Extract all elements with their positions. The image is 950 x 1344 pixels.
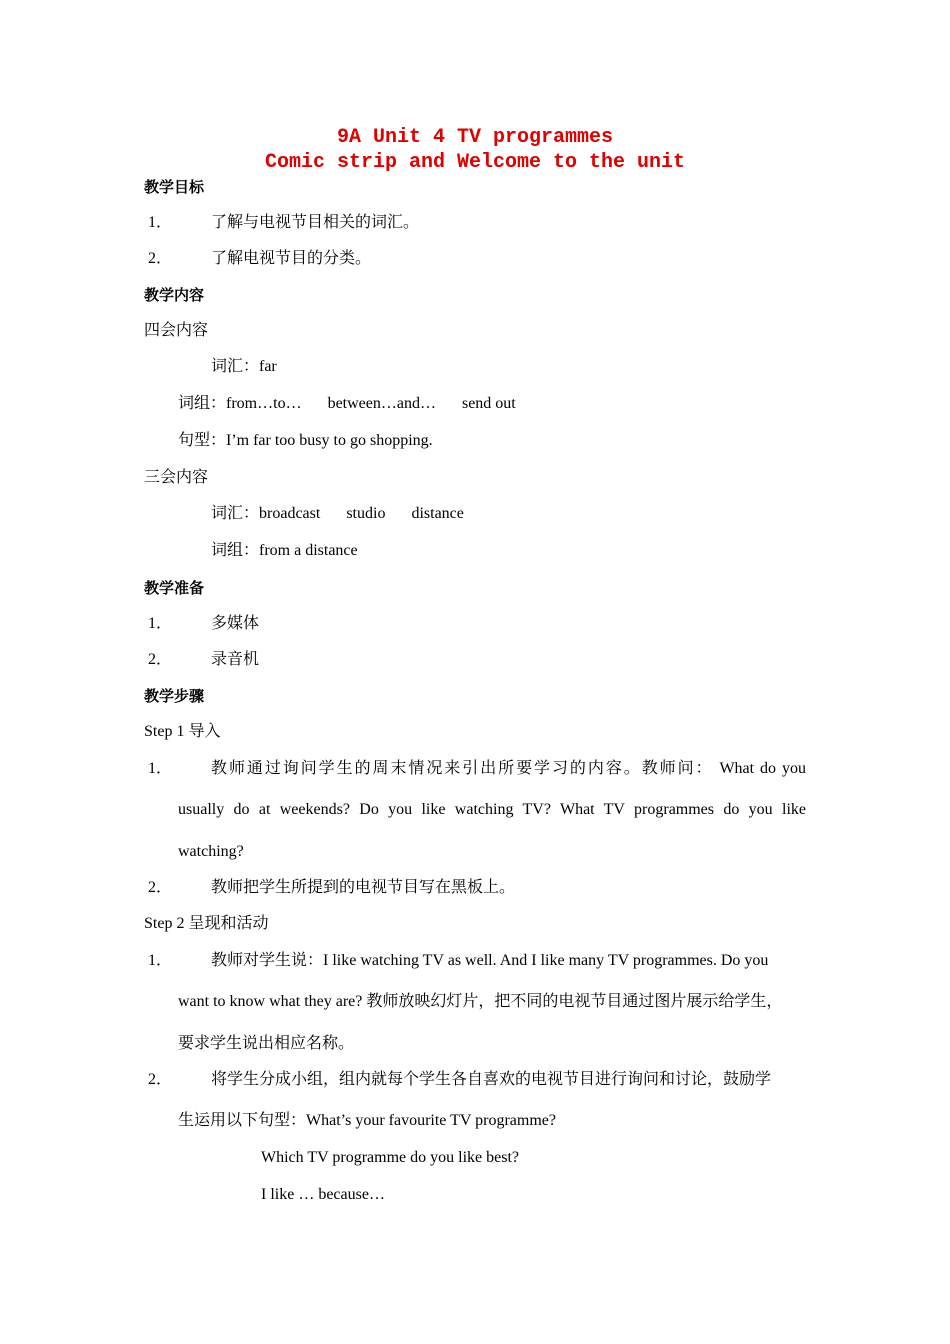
step-2-item-2-line-3: Which TV programme do you like best?: [261, 1149, 520, 1166]
step-1-item-1-line-1: 教师通过询问学生的周末情况来引出所要学习的内容。教师问： What do you: [211, 760, 806, 777]
preparation-2-text: 录音机: [211, 651, 260, 668]
step-2-item-1-number: 1．: [148, 952, 173, 969]
step-2-item-2-number: 2．: [148, 1071, 173, 1088]
steps-heading: 教学步骤: [144, 687, 205, 705]
step-1-label: Step 1 导入: [144, 723, 221, 740]
four-skills-vocab: 词汇：far: [211, 358, 277, 375]
preparation-1-number: 1．: [148, 615, 173, 632]
step-1-item-1-line-3: watching?: [178, 843, 244, 860]
objectives-heading: 教学目标: [144, 178, 205, 196]
step-1-item-1-number: 1．: [148, 760, 173, 777]
three-skills-label: 三会内容: [144, 469, 209, 486]
phrase-item: send out: [461, 395, 516, 412]
preparation-2-number: 2．: [148, 651, 173, 668]
four-skills-label: 四会内容: [144, 322, 209, 339]
step-1-item-1-line-2: usually do at weekends? Do you like watching TV? What TV programmes do you like: [178, 801, 806, 818]
four-skills-phrases: [178, 394, 516, 414]
three-skills-vocab: [211, 504, 464, 524]
document-title-line-2: Comic strip and Welcome to the unit: [264, 151, 686, 174]
objective-1-text: 了解与电视节目相关的词汇。: [211, 214, 420, 231]
vocab-item: studio: [346, 505, 386, 522]
preparation-1-text: 多媒体: [211, 615, 260, 632]
phrase-item: from…to…: [226, 395, 302, 412]
vocab-item: distance: [411, 505, 464, 522]
step-2-item-1-line-1: 教师对学生说：I like watching TV as well. And I like many TV programmes. Do you: [211, 952, 769, 969]
document-title-line-1: 9A Unit 4 TV programmes: [336, 126, 614, 149]
step-2-item-2-line-4: I like … because…: [261, 1186, 385, 1203]
phrase-item: between…and…: [327, 395, 436, 412]
vocab-label: 词汇：: [211, 505, 260, 522]
objective-2-text: 了解电视节目的分类。: [211, 250, 372, 267]
objective-1-number: 1．: [148, 214, 173, 231]
step-2-item-1-line-3: 要求学生说出相应名称。: [178, 1035, 355, 1052]
step-2-label: Step 2 呈现和活动: [144, 915, 269, 932]
phrases-label: 词组：: [178, 395, 227, 412]
step-2-item-2-line-1: 将学生分成小组，组内就每个学生各自喜欢的电视节目进行询问和讨论，鼓励学: [211, 1071, 772, 1088]
three-skills-phrases: 词组：from a distance: [211, 542, 358, 559]
step-2-item-2-line-2: 生运用以下句型：What’s your favourite TV programme?: [178, 1112, 557, 1129]
step-2-item-1-line-2: want to know what they are? 教师放映幻灯片，把不同的电视节目通过图片展示给学生，: [178, 993, 783, 1010]
step-1-item-2-number: 2．: [148, 879, 173, 896]
step-1-item-2-text: 教师把学生所提到的电视节目写在黑板上。: [211, 879, 516, 896]
preparation-heading: 教学准备: [144, 579, 205, 597]
four-skills-sentence: 句型：I’m far too busy to go shopping.: [178, 432, 433, 449]
vocab-item: broadcast: [259, 505, 321, 522]
content-heading: 教学内容: [144, 286, 205, 304]
objective-2-number: 2．: [148, 250, 173, 267]
